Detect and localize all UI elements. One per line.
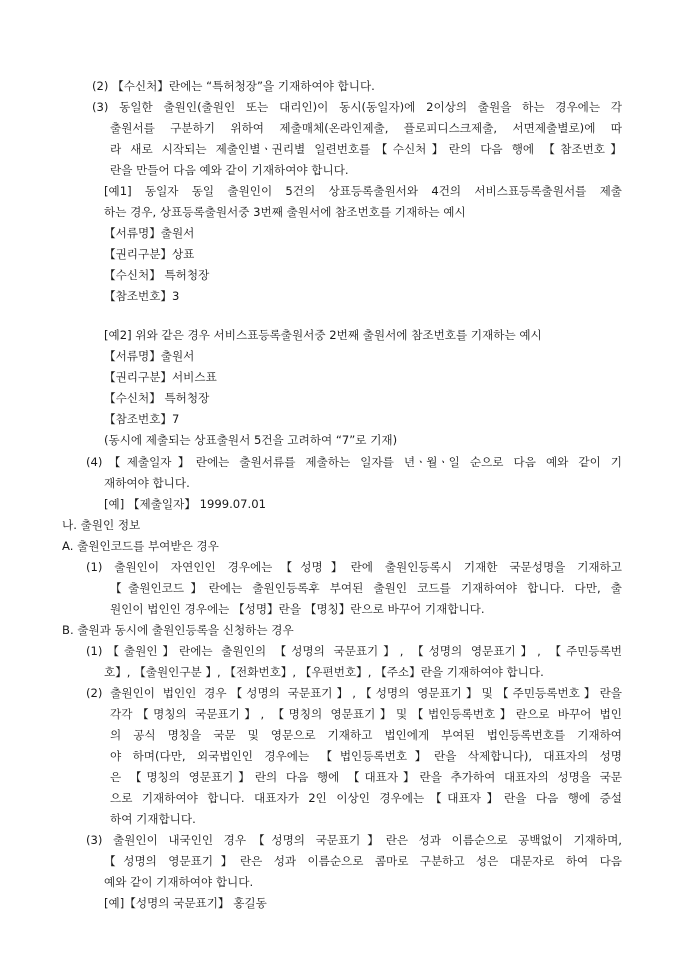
text-line: 원인이 법인인 경우에는 【성명】란을 【명칭】란으로 바꾸어 기재합니다. [110,602,485,616]
text-line: (동시에 제출되는 상표출원서 5건을 고려하여 “7”로 기재) [104,433,398,447]
text-line: 【서류명】출원서 [104,226,195,240]
text-line: 의 공식 명칭을 국문 및 영문으로 기재하고 법인에게 부여된 법인등록번호를 기재하여 [110,728,622,742]
text-line: (3) 동일한 출원인(출원인 또는 대리인)이 동시(동일자)에 2이상의 출원을 하는 경우에는 각 [92,100,622,114]
subsection-heading: A. 출원인코드를 부여받은 경우 [62,539,219,553]
text-line: (1) 출원인이 자연인인 경우에는【성명】란에 출원인등록시 기재한 국문성명을 기재하고 [86,560,622,574]
text-line: 은 【명칭의 영문표기】란의 다음 행에 【대표자】란을 추가하여 대표자의 성명을 국문 [110,770,622,784]
text-line: 【권리구분】상표 [104,247,195,261]
text-line: (1)【출원인】란에는 출원인의 【성명의 국문표기】, 【성명의 영문표기】, 【주민등록번 [86,644,622,658]
text-line: 호】, 【출원인구분 】, 【전화번호】, 【우편번호】, 【주소】란을 기재하여야 합니다. [104,665,544,679]
text-line: 【출원인코드】란에는 출원인등록후 부여된 출원인 코드를 기재하여야 합니다. 다만, 출 [110,581,622,595]
text-line: 【수신처】 특허청장 [104,268,210,282]
text-line: 라 새로 시작되는 제출인별ㆍ권리별 일련번호를【수신처】란의 다음 행에 【참조번호】 [110,142,622,156]
text-line: (4)【제출일자】란에는 출원서류를 제출하는 일자를 년ㆍ월ㆍ일 순으로 다음 예와 같이 기 [86,455,622,469]
text-line: 각각【명칭의 국문표기】, 【명칭의 영문표기】및【법인등록번호】란으로 바꾸어 법인 [110,707,622,721]
text-line: 야 하며(다만, 외국법인인 경우에는 【법인등록번호】란을 삭제합니다), 대표자의 성명 [110,749,622,763]
text-line: 【수신처】 특허청장 [104,391,210,405]
section-heading: 나. 출원인 정보 [62,518,141,532]
text-line: (2) 【수신처】란에는 “특허청장”을 기재하여야 합니다. [92,79,375,93]
subsection-heading: B. 출원과 동시에 출원인등록을 신청하는 경우 [62,623,294,637]
text-line: 【참조번호】3 [104,289,180,303]
text-line: 재하여야 합니다. [104,476,190,490]
text-line: 예와 같이 기재하여야 합니다. [104,875,254,889]
text-line: (3) 출원인이 내국인인 경우【성명의 국문표기】란은 성과 이름순으로 공백없이 기재하며, [86,833,622,847]
text-line: 【참조번호】7 [104,412,180,426]
text-line: (2) 출원인이 법인인 경우【성명의 국문표기】,【성명의 영문표기】및【주민등록번호】란을 [86,686,622,700]
text-line: [예2] 위와 같은 경우 서비스표등록출원서중 2번째 출원서에 참조번호를 기재하는 예시 [104,328,542,342]
text-line: 으로 기재하여야 합니다. 대표자가 2인 이상인 경우에는【대표자】란을 다음 행에 증설 [110,791,622,805]
text-line: 하여 기재합니다. [110,812,196,826]
text-line: 【성명의 영문표기】란은 성과 이름순으로 콤마로 구분하고 성은 대문자로 하여 다음 [104,854,622,868]
text-line: [예] 【제출일자】 1999.07.01 [104,497,266,511]
text-line: 【권리구분】서비스표 [104,370,217,384]
text-line: 【서류명】출원서 [104,349,195,363]
text-line: 란을 만들어 다음 예와 같이 기재하여야 합니다. [110,163,349,177]
text-line: 출원서를 구분하기 위하여 제출매체(온라인제출, 플로피디스크제출, 서면제출별로)에 따 [110,121,622,135]
text-line: 하는 경우, 상표등록출원서중 3번째 출원서에 참조번호를 기재하는 예시 [104,205,466,219]
text-line: [예]【성명의 국문표기】 홍길동 [104,896,267,910]
text-line: [예1] 동일자 동일 출원인이 5건의 상표등록출원서와 4건의 서비스표등록출원서를 제출 [104,184,622,198]
